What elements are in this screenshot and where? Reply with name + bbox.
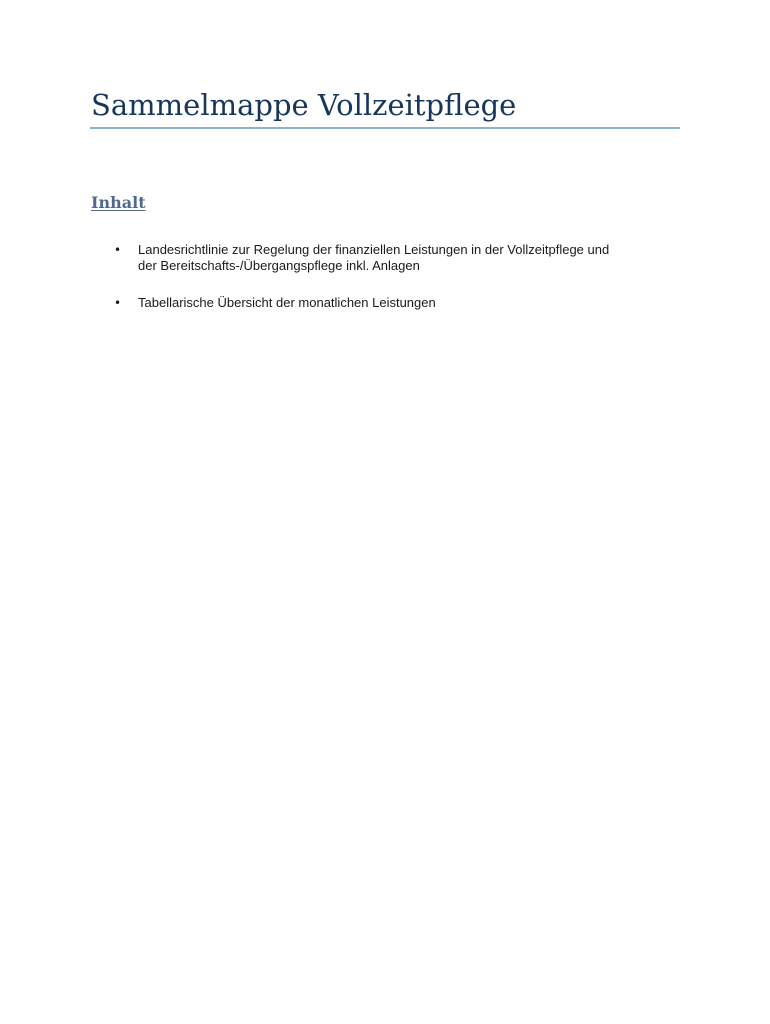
list-item xyxy=(91,242,671,274)
section-heading-inhalt: Inhalt xyxy=(91,193,146,212)
list-item-text-line: der Bereitschafts-/Übergangspflege inkl. Anlagen xyxy=(138,258,420,273)
list-item-text-line: Tabellarische Übersicht der monatlichen Leistungen xyxy=(138,295,436,310)
contents-list xyxy=(91,242,671,311)
list-item xyxy=(91,295,671,311)
bullet-icon: • xyxy=(114,243,122,257)
document-title: Sammelmappe Vollzeitpflege xyxy=(91,88,517,122)
title-underline-rule xyxy=(90,127,680,129)
list-item-text-line: Landesrichtlinie zur Regelung der finanziellen Leistungen in der Vollzeitpflege und xyxy=(138,242,610,257)
bullet-icon: • xyxy=(114,296,122,310)
